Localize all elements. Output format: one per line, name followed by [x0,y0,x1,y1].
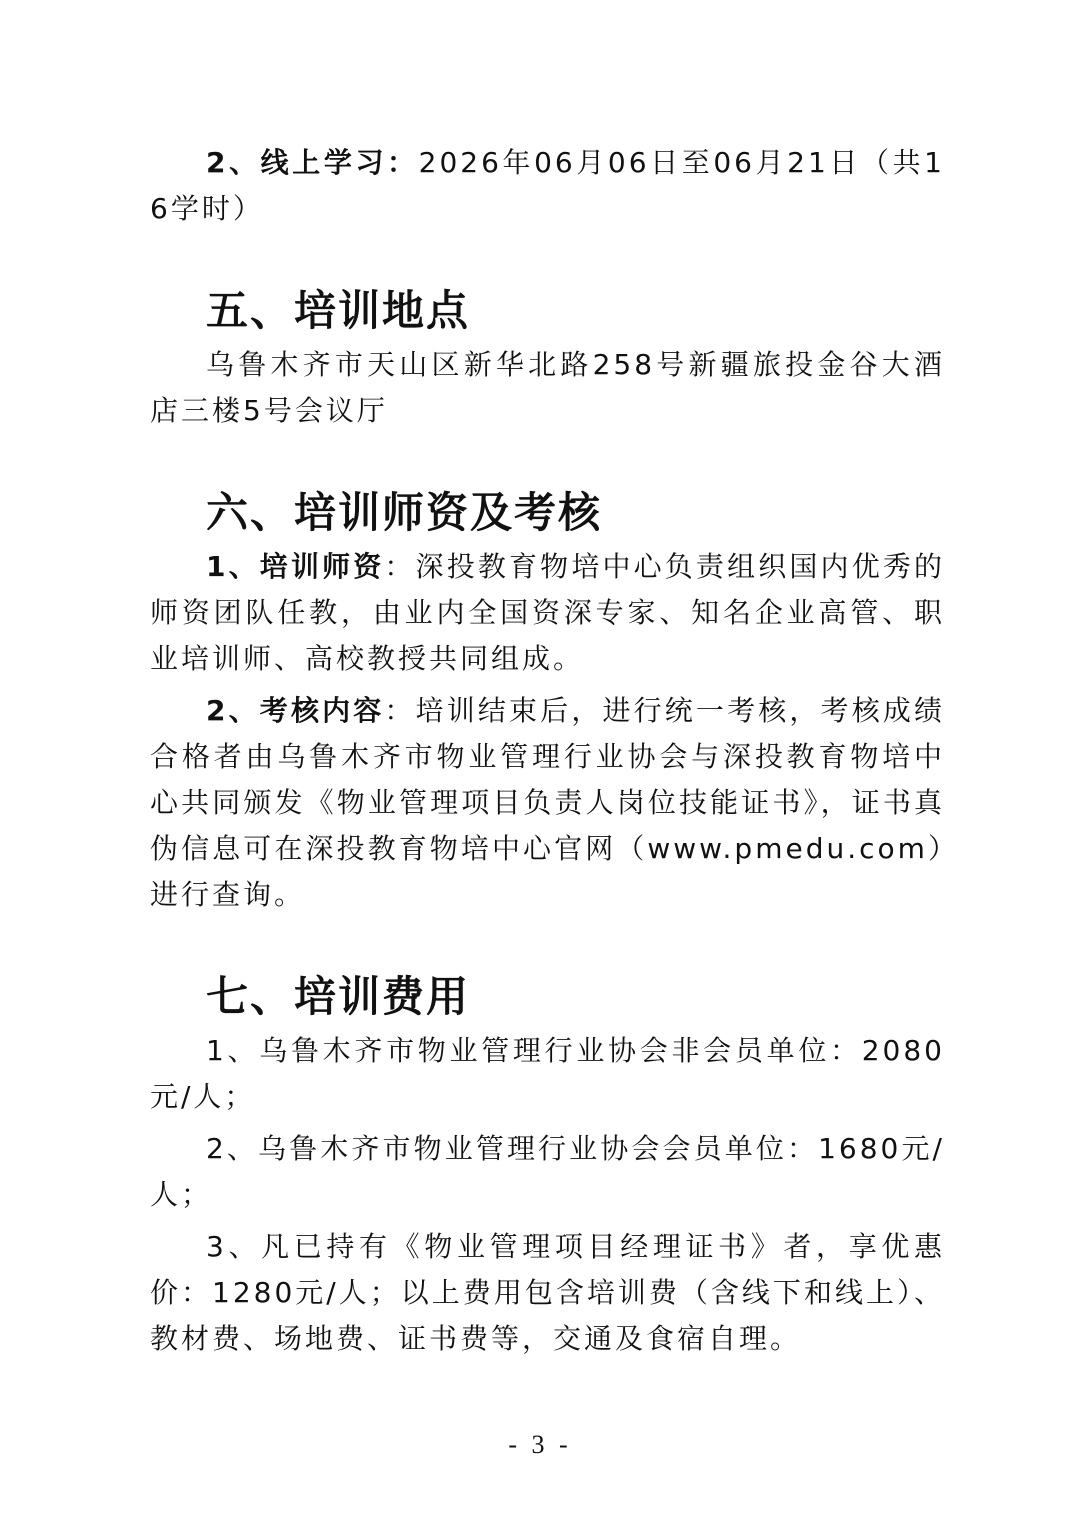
section-heading-training-fees: 七、培训费用 [206,972,471,1021]
document-body [150,140,945,1362]
fee-item-certificate-holder: 3、凡已持有《物业管理项目经理证书》者，享优惠价：1280元/人；以上费用包含培训费（含线下和线上）、教材费、场地费、证书费等，交通及食宿自理。 [150,1230,945,1355]
assessment-text: ：培训结束后，进行统一考核，考核成绩合格者由乌鲁木齐市物业管理行业协会与深投教育物培中心共同颁发《物业管理项目负责人岗位技能证书》，证书真伪信息可在深投教育物培中心官网（www.pmedu.com）进行查询。 [150,694,945,911]
page-number: - 3 - [508,1430,572,1459]
section-heading-training-location: 五、培训地点 [206,286,471,335]
faculty-lead: 1、培训师资 [206,550,385,583]
online-study-text: 2026年06月06日至06月21日（共16学时） [150,146,945,225]
fee-item-member: 2、乌鲁木齐市物业管理行业协会会员单位：1680元/人； [150,1132,945,1211]
online-study-paragraph [150,140,945,232]
assessment-lead: 2、考核内容 [206,694,385,727]
fee-item-non-member: 1、乌鲁木齐市物业管理行业协会非会员单位：2080元/人； [150,1034,945,1113]
section-heading-faculty-assessment: 六、培训师资及考核 [206,488,603,537]
faculty-text: ：深投教育物培中心负责组织国内优秀的师资团队任教，由业内全国资深专家、知名企业高管、职业培训师、高校教授共同组成。 [150,550,945,675]
online-study-lead: 2、线上学习： [206,146,419,179]
assessment-paragraph [150,688,945,918]
faculty-paragraph [150,544,945,682]
training-location-text: 乌鲁木齐市天山区新华北路258号新疆旅投金谷大酒店三楼5号会议厅 [150,348,945,427]
